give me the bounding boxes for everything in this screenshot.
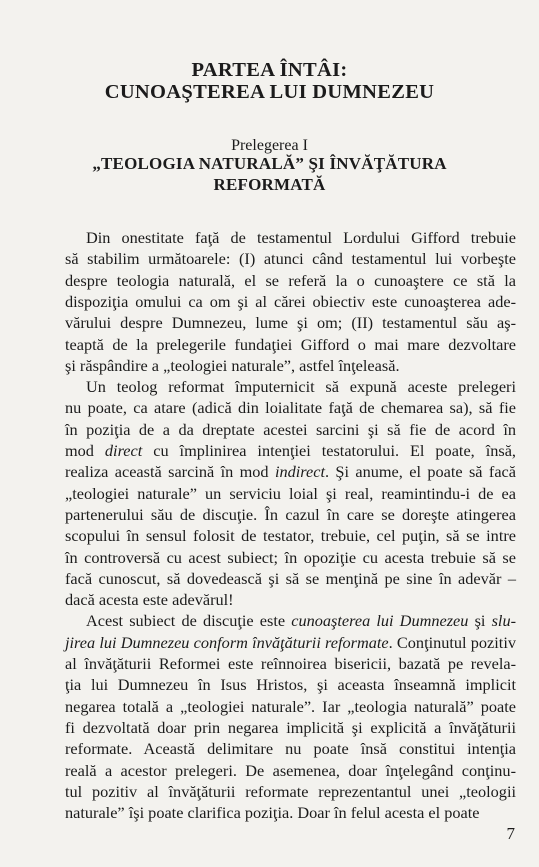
body-line: dispoziţia omului ca om şi al cărei obiectiv este cunoaşterea ade- bbox=[65, 291, 516, 311]
body-line: despre teologia naturală, el se referă la o cunoaştere ce stă la bbox=[65, 270, 516, 290]
part-title-line-1: PARTEA ÎNTÂI: bbox=[191, 59, 348, 81]
page-number: 7 bbox=[506, 824, 515, 843]
body-line: Acest subiect de discuţie este cunoaşterea lui Dumnezeu şi slu- bbox=[86, 611, 516, 631]
body-line: Din onestitate faţă de testamentul Lordului Gifford trebuie bbox=[86, 228, 516, 247]
body-line: nu poate, ca atare (adică din loialitate faţă de chemarea sa), să fie bbox=[65, 398, 516, 418]
body-line: în controversă cu acest subiect; în opoziţie cu acesta trebuie să se bbox=[65, 547, 516, 567]
body-line: ţia lui Dumnezeu în Isus Hristos, şi aceasta înseamnă implicit bbox=[65, 675, 516, 695]
body-line: „teologiei naturale” un serviciu loial şi real, reamintindu-i de ea bbox=[65, 483, 516, 503]
body-line: şi răspândire a „teologiei naturale”, astfel înţeleasă. bbox=[65, 355, 400, 375]
body-line: vărului despre Dumnezeu, lume şi om; (II) testamentul său aş- bbox=[65, 313, 516, 333]
lecture-title-line-1: „TEOLOGIA NATURALĂ” ŞI ÎNVĂŢĂTURA bbox=[92, 154, 447, 173]
body-line: al învăţăturii Reformei este reînnoirea bisericii, bazată pe revela- bbox=[65, 654, 516, 673]
part-title-line-2: CUNOAŞTEREA LUI DUMNEZEU bbox=[104, 81, 435, 103]
body-line: în poziţia de a da dreptate acestei sarcini şi să fie de acord în bbox=[65, 419, 516, 439]
body-line: partenerului său de discuţie. În cazul în care se doreşte atingerea bbox=[65, 504, 516, 524]
body-line: dacă acesta este adevărul! bbox=[65, 590, 234, 610]
body-line: Un teolog reformat împuternicit să expună aceste prelegeri bbox=[86, 377, 516, 397]
body-line: negarea totală a „teologiei naturale”. Iar „teologia naturală” poate bbox=[65, 696, 516, 716]
body-line: reformate. Această delimitare nu poate însă constitui intenţia bbox=[65, 739, 516, 759]
body-line: să stabilim următoarele: (I) atunci când testamentul lui vorbeşte bbox=[65, 249, 516, 269]
lecture-number: Prelegerea I bbox=[231, 137, 308, 154]
body-line: teaptă de la prelegerile fundaţiei Gifford o mai mare dezvoltare bbox=[65, 334, 516, 354]
lecture-title-line-2: REFORMATĂ bbox=[213, 175, 326, 194]
body-line: realiza această sarcină în mod indirect. Şi anume, el poate să facă bbox=[65, 462, 516, 482]
body-line: tul pozitiv al învăţăturii reformate reprezentantul unei „teologii bbox=[65, 781, 516, 801]
body-line: fi dezvoltată doar prin negarea implicită şi explicită a învăţăturii bbox=[65, 717, 516, 737]
body-line: scopului în sensul folosit de testator, trebuie, cel puţin, să se intre bbox=[65, 526, 516, 546]
body-line: jirea lui Dumnezeu conform învăţăturii reformate. Conţinutul pozitiv bbox=[65, 632, 516, 652]
body-line: mod direct cu împlinirea intenţiei testatorului. El poate, însă, bbox=[65, 441, 516, 460]
body-line: naturale” îşi poate clarifica poziţia. Doar în felul acesta el poate bbox=[65, 803, 480, 823]
body-line: facă cunoscut, să dovedească şi să se menţină pe sine în adevăr – bbox=[65, 568, 516, 588]
body-line: reală a acestor prelegeri. De asemenea, doar înţelegând conţinu- bbox=[65, 760, 516, 780]
